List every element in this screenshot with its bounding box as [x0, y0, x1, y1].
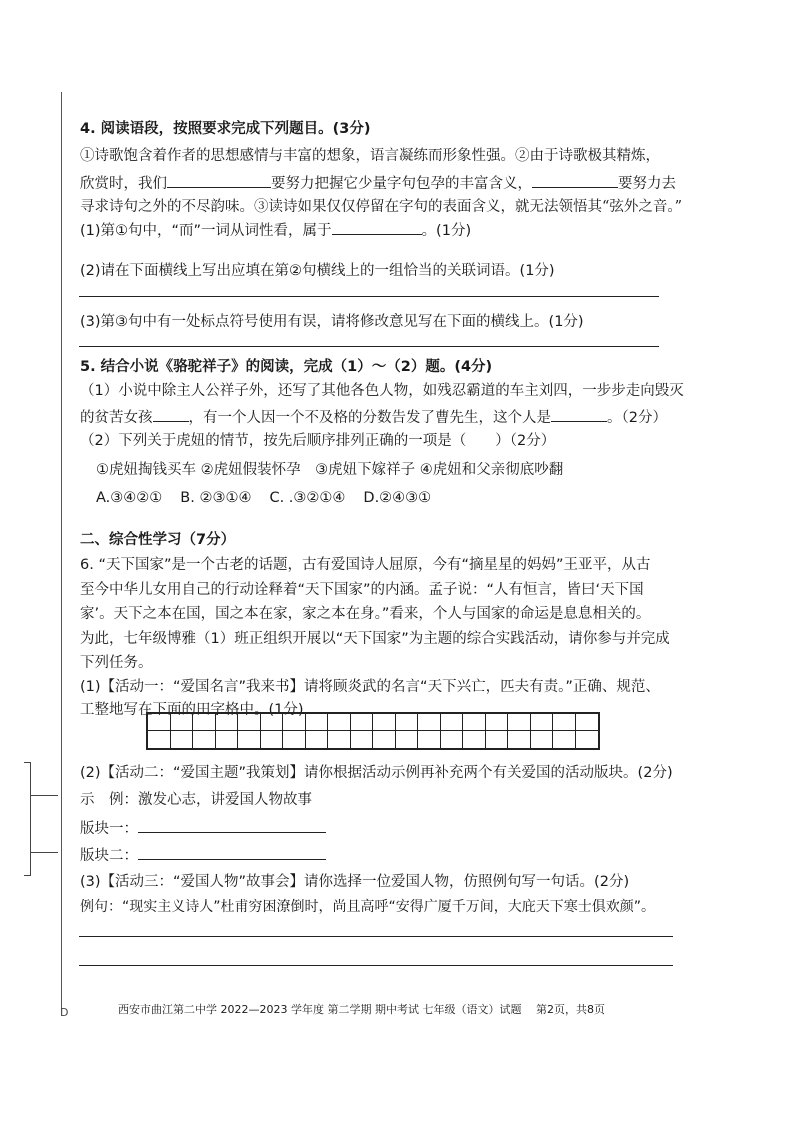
- q5-blank-person[interactable]: [551, 407, 607, 422]
- q6-intro-line: 至今中华儿女用自己的行动诠释着“天下国家”的内涵。孟子说：“人有恒言，皆曰‘天下国: [80, 582, 644, 598]
- q4-sub3: (3)第③句中有一处标点符号使用有误，请将修改意见写在下面的横线上。(1分): [80, 314, 584, 330]
- q4-title: 4. 阅读语段，按照要求完成下列题目。(3分): [80, 121, 371, 137]
- q6-block2-blank[interactable]: [138, 845, 326, 860]
- grid-cell[interactable]: [508, 714, 531, 731]
- q6-answer-line-2[interactable]: [79, 965, 673, 966]
- q4-blank-1[interactable]: [167, 173, 271, 188]
- grid-cell[interactable]: [486, 714, 509, 731]
- grid-cell[interactable]: [238, 731, 261, 748]
- grid-cell[interactable]: [396, 714, 419, 731]
- q6-act1-line: 工整地写在下面的田字格中。(1分): [80, 702, 304, 718]
- q5-sub1-text: ，有一个人因一个不及格的分数告发了曹先生，这个人是: [188, 410, 551, 426]
- section2-heading: 二、综合性学习（7分）: [80, 532, 236, 548]
- q4-passage-text: 要努力把握它少量字句包孕的丰富含义，: [271, 176, 532, 192]
- q6-intro-line: 为此，七年级博雅（1）班正组织开展以“天下国家”为主题的综合实践活动，请你参与并完成: [80, 631, 670, 647]
- grid-cell[interactable]: [306, 714, 329, 731]
- q5-sub1-line: （1）小说中除主人公祥子外，还写了其他各色人物，如残忍霸道的车主刘四，一步步走向毁灭: [80, 383, 684, 399]
- q5-option-a[interactable]: A.③④②①: [96, 490, 163, 506]
- grid-cell[interactable]: [418, 714, 441, 731]
- q5-sub1-text: 。（2分）: [607, 410, 667, 426]
- q6-intro-line: 下列任务。: [80, 655, 153, 671]
- q6-block1-label: 版块一：: [80, 821, 138, 837]
- q6-act3: (3)【活动三：“爱国人物”故事会】请你选择一位爱国人物，仿照例句写一句话。(2分): [80, 874, 630, 890]
- grid-cell[interactable]: [238, 714, 261, 731]
- q4-passage-text: 要努力去: [618, 176, 676, 192]
- q5-option-d[interactable]: D.②④③①: [363, 490, 432, 506]
- grid-cell[interactable]: [171, 714, 194, 731]
- q4-answer-line-3[interactable]: [79, 346, 659, 347]
- grid-cell[interactable]: [508, 731, 531, 748]
- corner-mark: D: [60, 1006, 69, 1019]
- q5-sub1-text: 的贫苦女孩: [80, 410, 153, 426]
- q4-passage-line: ①诗歌饱含着作者的思想感情与丰富的想象，语言凝练而形象性强。②由于诗歌极其精炼，: [80, 148, 660, 164]
- grid-cell[interactable]: [463, 714, 486, 731]
- grid-cell[interactable]: [148, 731, 171, 748]
- q5-sub2: （2）下列关于虎妞的情节，按先后顺序排列正确的一项是（ ）（2分）: [80, 433, 556, 449]
- tianzige-grid[interactable]: [146, 712, 600, 750]
- q6-block1-blank[interactable]: [138, 818, 326, 833]
- grid-cell[interactable]: [576, 731, 599, 748]
- q6-block1-row: [80, 818, 326, 839]
- q6-block2-label: 版块二：: [80, 848, 138, 864]
- grid-cell[interactable]: [576, 714, 599, 731]
- q6-act2-example: 示 例：激发心志，讲爱国人物故事: [80, 792, 312, 808]
- binding-tick: [30, 795, 58, 796]
- q5-option-b[interactable]: B. ②③①④: [180, 490, 252, 506]
- grid-cell[interactable]: [193, 731, 216, 748]
- grid-cell[interactable]: [396, 731, 419, 748]
- q6-act3-example: 例句：“现实主义诗人”杜甫穷困潦倒时，尚且高呼“安得广厦千万间，大庇天下寒士俱欢颜”。: [80, 899, 656, 915]
- grid-cell[interactable]: [261, 714, 284, 731]
- q4-blank-2[interactable]: [532, 173, 618, 188]
- q6-block2-row: [80, 845, 326, 866]
- grid-cell[interactable]: [328, 714, 351, 731]
- q4-sub1-text: 。(1分): [421, 223, 472, 239]
- binding-bracket: [24, 762, 31, 876]
- q5-events: ①虎妞掏钱买车 ②虎妞假装怀孕 ③虎妞下嫁祥子 ④虎妞和父亲彻底吵翻: [96, 462, 564, 478]
- grid-cell[interactable]: [216, 731, 239, 748]
- q4-passage-line: [80, 173, 676, 194]
- q4-passage-text: 欣赏时，我们: [80, 176, 167, 192]
- grid-cell[interactable]: [531, 714, 554, 731]
- grid-cell[interactable]: [531, 731, 554, 748]
- grid-cell[interactable]: [306, 731, 329, 748]
- q6-act1-line: (1)【活动一：“爱国名言”我来书】请将顾炎武的名言“天下兴亡，匹夫有责。”正确、规范、: [80, 679, 660, 695]
- q5-sub1-line: [80, 407, 667, 428]
- q5-options: [96, 488, 431, 508]
- q4-passage-line: 寻求诗句之外的不尽韵味。③读诗如果仅仅停留在字句的表面含义，就无法领悟其“弦外之音。”: [80, 199, 683, 215]
- grid-cell[interactable]: [283, 714, 306, 731]
- q4-sub1-blank[interactable]: [332, 220, 422, 235]
- q6-intro-line: 家’。天下之本在国，国之本在家，家之本在身。”看来，个人与国家的命运是息息相关的。: [80, 606, 651, 622]
- grid-cell[interactable]: [171, 731, 194, 748]
- grid-cell[interactable]: [328, 731, 351, 748]
- q6-answer-line-1[interactable]: [79, 936, 673, 937]
- q5-title: 5. 结合小说《骆驼祥子》的阅读，完成（1）～（2）题。(4分): [80, 359, 493, 375]
- grid-cell[interactable]: [441, 714, 464, 731]
- grid-cell[interactable]: [373, 731, 396, 748]
- grid-cell[interactable]: [193, 714, 216, 731]
- q6-intro-line: 6. “天下国家”是一个古老的话题，古有爱国诗人屈原，今有“摘星星的妈妈”王亚平，从古: [80, 557, 651, 573]
- grid-cell[interactable]: [553, 714, 576, 731]
- grid-cell[interactable]: [373, 714, 396, 731]
- grid-cell[interactable]: [261, 731, 284, 748]
- grid-cell[interactable]: [486, 731, 509, 748]
- q4-answer-line-2[interactable]: [79, 296, 659, 297]
- grid-cell[interactable]: [553, 731, 576, 748]
- q5-blank-girl[interactable]: [153, 407, 189, 422]
- grid-cell[interactable]: [463, 731, 486, 748]
- binding-tick: [30, 852, 58, 853]
- page-footer: 西安市曲江第二中学 2022—2023 学年度 第二学期 期中考试 七年级（语文）试题 第2页，共8页: [118, 1003, 605, 1016]
- grid-cell[interactable]: [216, 714, 239, 731]
- grid-cell[interactable]: [441, 731, 464, 748]
- q4-sub1-text: (1)第①句中，“而”一词从词性看，属于: [80, 223, 332, 239]
- grid-cell[interactable]: [148, 714, 171, 731]
- margin-line: [61, 92, 62, 1012]
- grid-cell[interactable]: [351, 714, 374, 731]
- q4-sub2: (2)请在下面横线上写出应填在第②句横线上的一组恰当的关联词语。(1分): [80, 263, 555, 279]
- grid-cell[interactable]: [351, 731, 374, 748]
- q5-option-c[interactable]: C. .③②①④: [269, 490, 346, 506]
- q6-act2: (2)【活动二：“爱国主题”我策划】请你根据活动示例再补充两个有关爱国的活动版块。(2分): [80, 765, 673, 781]
- grid-cell[interactable]: [418, 731, 441, 748]
- grid-cell[interactable]: [283, 731, 306, 748]
- q4-sub1: [80, 220, 471, 241]
